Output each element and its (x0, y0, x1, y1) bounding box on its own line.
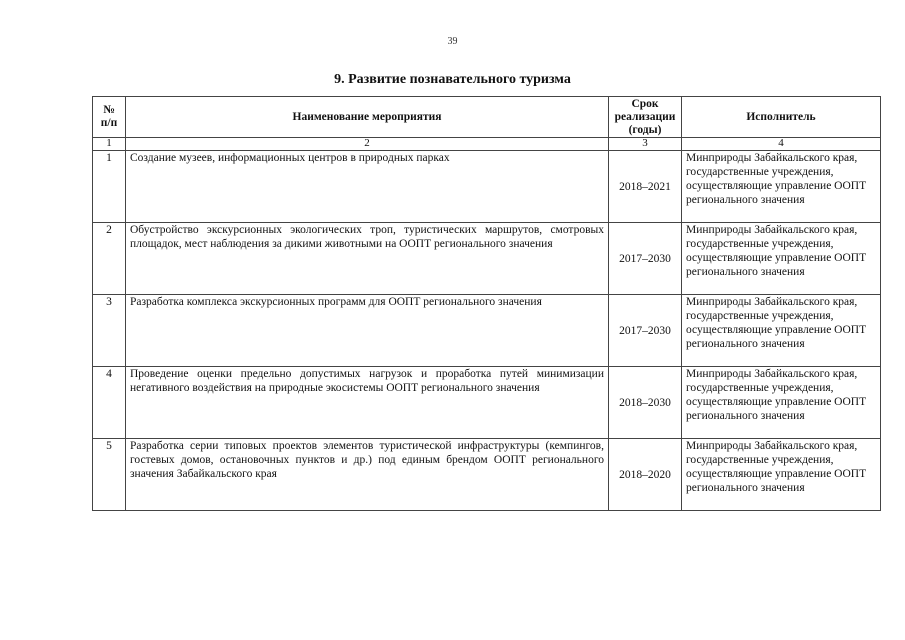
column-number: 3 (609, 138, 682, 151)
column-number: 4 (682, 138, 881, 151)
row-number: 2 (93, 223, 126, 295)
row-number: 3 (93, 295, 126, 367)
table-row (93, 151, 881, 223)
activity-executor: Минприроды Забайкальского края, государственные учреждения, осуществляющие управление ООПТ регионального значения (682, 439, 881, 511)
activity-term: 2017–2030 (609, 223, 682, 295)
column-number: 2 (126, 138, 609, 151)
page-number: 39 (447, 36, 458, 47)
table-row (93, 223, 881, 295)
header-executor: Исполнитель (682, 97, 881, 138)
activity-term: 2017–2030 (609, 295, 682, 367)
column-number: 1 (93, 138, 126, 151)
row-number: 4 (93, 367, 126, 439)
table-row (93, 295, 881, 367)
header-row (93, 97, 881, 138)
activity-executor: Минприроды Забайкальского края, государственные учреждения, осуществляющие управление ООПТ регионального значения (682, 367, 881, 439)
activity-name: Обустройство экскурсионных экологических троп, туристических маршрутов, смотровых площадок, мест наблюдения за дикими животными на ООПТ регионального значения (126, 223, 609, 295)
activity-name: Проведение оценки предельно допустимых нагрузок и проработка путей минимизации негативного воздействия на природные экосистемы ООПТ регионального значения (126, 367, 609, 439)
section-title: 9. Развитие познавательного туризма (334, 72, 571, 87)
activity-name: Создание музеев, информационных центров в природных парках (126, 151, 609, 223)
table-row (93, 367, 881, 439)
activity-executor: Минприроды Забайкальского края, государственные учреждения, осуществляющие управление ООПТ регионального значения (682, 223, 881, 295)
header-num: № п/п (93, 97, 126, 138)
table-row (93, 439, 881, 511)
activities-table (92, 96, 881, 511)
header-name: Наименование мероприятия (126, 97, 609, 138)
activity-name: Разработка серии типовых проектов элементов туристической инфраструктуры (кемпингов, гостевых домов, остановочных пунктов и др.) под единым брендом ООПТ регионального значения Забайкальского края (126, 439, 609, 511)
activity-executor: Минприроды Забайкальского края, государственные учреждения, осуществляющие управление ООПТ регионального значения (682, 295, 881, 367)
activity-name: Разработка комплекса экскурсионных программ для ООПТ регионального значения (126, 295, 609, 367)
row-number: 5 (93, 439, 126, 511)
activity-term: 2018–2030 (609, 367, 682, 439)
activity-term: 2018–2020 (609, 439, 682, 511)
activity-executor: Минприроды Забайкальского края, государственные учреждения, осуществляющие управление ООПТ регионального значения (682, 151, 881, 223)
row-number: 1 (93, 151, 126, 223)
column-number-row (93, 138, 881, 151)
header-term: Срок реализации (годы) (609, 97, 682, 138)
activity-term: 2018–2021 (609, 151, 682, 223)
